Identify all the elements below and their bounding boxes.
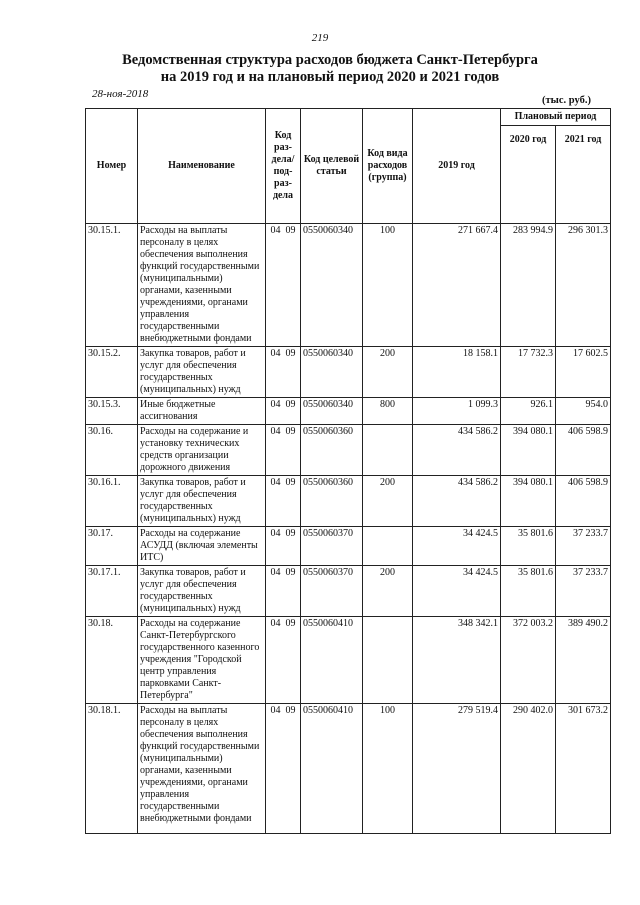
row-value-2021: 17 602.5 bbox=[556, 347, 611, 398]
row-section-code bbox=[266, 617, 301, 704]
row-number: 30.16. bbox=[86, 425, 138, 476]
row-target-code: 0550060410 bbox=[301, 617, 363, 704]
row-section-code bbox=[266, 224, 301, 347]
row-name: Расходы на выплаты персоналу в целях обеспечения выполнения функций государственными (муниципальными) органами, казенными учреждениями, органами управления государственными внебюджетными фондами bbox=[138, 224, 266, 347]
row-section: 04 bbox=[270, 477, 281, 488]
table-row bbox=[86, 224, 611, 347]
header-2019: 2019 год bbox=[413, 109, 501, 224]
budget-table bbox=[85, 108, 611, 834]
row-section: 04 bbox=[270, 426, 281, 437]
header-exp-type: Код вида расходов (группа) bbox=[363, 109, 413, 224]
row-section: 04 bbox=[270, 225, 281, 236]
row-name: Закупка товаров, работ и услуг для обеспечения государственных (муниципальных) нужд bbox=[138, 347, 266, 398]
row-target-code: 0550060340 bbox=[301, 224, 363, 347]
row-number: 30.15.2. bbox=[86, 347, 138, 398]
header-section: Код раз-дела/ под-раз-дела bbox=[266, 109, 301, 224]
page-number: 219 bbox=[311, 32, 329, 44]
row-expense-type: 100 bbox=[363, 704, 413, 834]
row-number: 30.17.1. bbox=[86, 566, 138, 617]
row-target-code: 0550060360 bbox=[301, 476, 363, 527]
header-target: Код целевой статьи bbox=[301, 109, 363, 224]
row-section-code bbox=[266, 476, 301, 527]
row-section-code bbox=[266, 398, 301, 425]
header-2021: 2021 год bbox=[556, 126, 611, 224]
row-value-2020: 35 801.6 bbox=[501, 566, 556, 617]
row-name: Расходы на содержание АСУДД (включая элементы ИТС) bbox=[138, 527, 266, 566]
row-subsection: 09 bbox=[285, 348, 296, 359]
units-label: (тыс. руб.) bbox=[542, 95, 591, 106]
row-name: Закупка товаров, работ и услуг для обеспечения государственных (муниципальных) нужд bbox=[138, 566, 266, 617]
table-row bbox=[86, 617, 611, 704]
row-expense-type: 200 bbox=[363, 476, 413, 527]
row-number: 30.15.3. bbox=[86, 398, 138, 425]
table-row bbox=[86, 398, 611, 425]
row-expense-type bbox=[363, 617, 413, 704]
row-value-2021: 301 673.2 bbox=[556, 704, 611, 834]
row-target-code: 0550060340 bbox=[301, 347, 363, 398]
row-target-code: 0550060370 bbox=[301, 527, 363, 566]
row-value-2019: 434 586.2 bbox=[413, 425, 501, 476]
row-subsection: 09 bbox=[285, 426, 296, 437]
row-value-2020: 926.1 bbox=[501, 398, 556, 425]
row-target-code: 0550060410 bbox=[301, 704, 363, 834]
row-subsection: 09 bbox=[285, 528, 296, 539]
document-date: 28-ноя-2018 bbox=[92, 88, 149, 100]
row-value-2020: 35 801.6 bbox=[501, 527, 556, 566]
row-target-code: 0550060360 bbox=[301, 425, 363, 476]
row-section: 04 bbox=[270, 567, 281, 578]
row-value-2021: 406 598.9 bbox=[556, 425, 611, 476]
row-subsection: 09 bbox=[285, 705, 296, 716]
row-expense-type bbox=[363, 527, 413, 566]
row-section-code bbox=[266, 704, 301, 834]
row-subsection: 09 bbox=[285, 225, 296, 236]
row-number: 30.16.1. bbox=[86, 476, 138, 527]
row-section-code bbox=[266, 347, 301, 398]
row-value-2020: 372 003.2 bbox=[501, 617, 556, 704]
row-section: 04 bbox=[270, 528, 281, 539]
row-value-2019: 279 519.4 bbox=[413, 704, 501, 834]
table-row bbox=[86, 347, 611, 398]
row-name: Иные бюджетные ассигнования bbox=[138, 398, 266, 425]
row-value-2019: 434 586.2 bbox=[413, 476, 501, 527]
row-name: Расходы на содержание и установку технических средств организации дорожного движения bbox=[138, 425, 266, 476]
row-value-2020: 394 080.1 bbox=[501, 476, 556, 527]
row-subsection: 09 bbox=[285, 477, 296, 488]
title-line-1: Ведомственная структура расходов бюджета Санкт-Петербурга bbox=[122, 52, 538, 68]
row-section-code bbox=[266, 566, 301, 617]
row-name: Расходы на выплаты персоналу в целях обеспечения выполнения функций государственными (муниципальными) органами, казенными учреждениями, органами управления государственными внебюджетными фондами bbox=[138, 704, 266, 834]
table-row bbox=[86, 476, 611, 527]
row-value-2019: 348 342.1 bbox=[413, 617, 501, 704]
table-row bbox=[86, 704, 611, 834]
row-value-2021: 37 233.7 bbox=[556, 527, 611, 566]
document-title bbox=[80, 52, 580, 86]
row-value-2019: 18 158.1 bbox=[413, 347, 501, 398]
row-expense-type: 200 bbox=[363, 566, 413, 617]
row-name: Закупка товаров, работ и услуг для обеспечения государственных (муниципальных) нужд bbox=[138, 476, 266, 527]
row-section: 04 bbox=[270, 399, 281, 410]
header-name: Наименование bbox=[138, 109, 266, 224]
row-expense-type: 200 bbox=[363, 347, 413, 398]
row-subsection: 09 bbox=[285, 567, 296, 578]
row-subsection: 09 bbox=[285, 618, 296, 629]
header-number: Номер bbox=[86, 109, 138, 224]
row-value-2020: 17 732.3 bbox=[501, 347, 556, 398]
header-planned: Плановый период bbox=[501, 109, 611, 126]
row-value-2019: 34 424.5 bbox=[413, 566, 501, 617]
row-section-code bbox=[266, 425, 301, 476]
row-expense-type bbox=[363, 425, 413, 476]
row-name: Расходы на содержание Санкт-Петербургского государственного казенного учреждения "Городской центр управления парковками Санкт-Петербурга" bbox=[138, 617, 266, 704]
row-section: 04 bbox=[270, 705, 281, 716]
row-section-code bbox=[266, 527, 301, 566]
row-value-2020: 394 080.1 bbox=[501, 425, 556, 476]
row-section: 04 bbox=[270, 618, 281, 629]
row-expense-type: 100 bbox=[363, 224, 413, 347]
row-number: 30.18. bbox=[86, 617, 138, 704]
row-value-2020: 283 994.9 bbox=[501, 224, 556, 347]
table-row bbox=[86, 425, 611, 476]
row-value-2021: 954.0 bbox=[556, 398, 611, 425]
row-value-2019: 34 424.5 bbox=[413, 527, 501, 566]
row-number: 30.18.1. bbox=[86, 704, 138, 834]
header-2020: 2020 год bbox=[501, 126, 556, 224]
row-value-2021: 389 490.2 bbox=[556, 617, 611, 704]
row-target-code: 0550060340 bbox=[301, 398, 363, 425]
row-value-2019: 1 099.3 bbox=[413, 398, 501, 425]
row-value-2021: 406 598.9 bbox=[556, 476, 611, 527]
row-number: 30.17. bbox=[86, 527, 138, 566]
row-subsection: 09 bbox=[285, 399, 296, 410]
title-line-2: на 2019 год и на плановый период 2020 и 2021 годов bbox=[160, 69, 500, 85]
row-number: 30.15.1. bbox=[86, 224, 138, 347]
table-row bbox=[86, 566, 611, 617]
row-section: 04 bbox=[270, 348, 281, 359]
row-value-2020: 290 402.0 bbox=[501, 704, 556, 834]
row-target-code: 0550060370 bbox=[301, 566, 363, 617]
table-row bbox=[86, 527, 611, 566]
row-value-2019: 271 667.4 bbox=[413, 224, 501, 347]
row-value-2021: 296 301.3 bbox=[556, 224, 611, 347]
row-expense-type: 800 bbox=[363, 398, 413, 425]
row-value-2021: 37 233.7 bbox=[556, 566, 611, 617]
